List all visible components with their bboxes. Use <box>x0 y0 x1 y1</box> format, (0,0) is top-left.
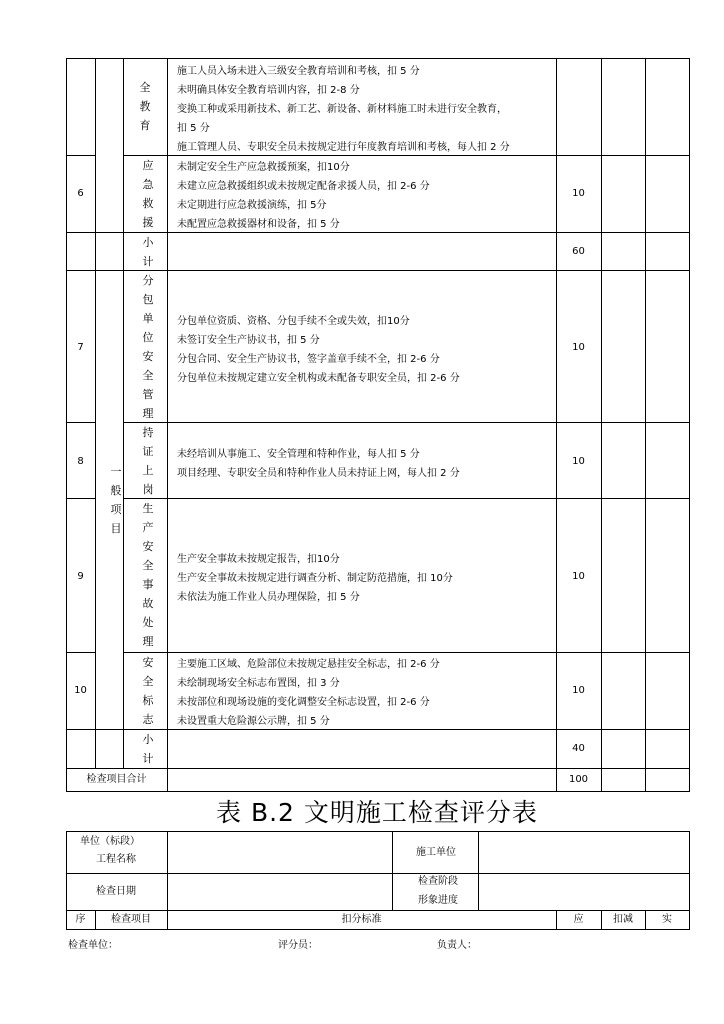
item-emergency-rescue: 应急救援 <box>142 159 154 229</box>
total-label: 检查项目合计 <box>86 774 147 785</box>
check-date-label: 检查日期 <box>96 886 136 897</box>
criteria-safety-signs: 主要施工区域、危险部位未按规定悬挂安全标志，扣 2-6 分 未绘制现场安全标志布置图，扣 3 分 未按部位和现场设施的变化调整安全标志设置，扣 2-6 分 未设置重大危险源公示牌，扣 5 分 <box>177 659 440 727</box>
footer-scorer: 评分员： <box>278 940 318 951</box>
table-title: 表 B.2 文明施工检查评分表 <box>216 798 538 827</box>
subtotal-label-1: 小计 <box>142 236 154 268</box>
score-certified-work: 10 <box>572 456 585 467</box>
criteria-emergency-rescue: 未制定安全生产应急救援预案，扣10分 未建立应急救援组织或未按规定配备求援人员，扣 2-6 分 未定期进行应急救援演练，扣 5分 未配置应急救援器材和设备，扣 5 分 <box>177 162 430 230</box>
item-certified-work: 持证上岗 <box>142 426 154 496</box>
header-check-item: 检查项目 <box>111 914 151 925</box>
subtotal-score-2: 40 <box>572 743 585 754</box>
criteria-safety-education: 施工人员入场未进入三级安全教育培训和考核，扣 5 分 未明确具体安全教育培训内容，扣 2-8 分 变换工种或采用新技术、新工艺、新设备、新材料施工时未进行安全教育， 扣 5 分 施工管理人员、专职安全员未按规定进行年度教育培训和考核，每人扣 2 分 <box>177 66 510 153</box>
header-due-score: 应 <box>573 914 584 925</box>
subtotal-score-1: 60 <box>572 246 585 257</box>
subtotal-label-2: 小计 <box>142 733 154 765</box>
criteria-accident-handling: 生产安全事故未按规定报告，扣10分 生产安全事故未按规定进行调查分析、制定防范措施，扣 10分 未依法为施工作业人员办理保险，扣 5 分 <box>177 554 453 603</box>
construction-unit-label: 施工单位 <box>416 847 456 858</box>
project-name-label: 工程名称 <box>96 854 136 865</box>
category-general-items: 一般项目 <box>110 465 122 535</box>
criteria-subcontract-management: 分包单位资质、资格、分包手续不全或失效，扣10分 未签订安全生产协议书，扣 5 分 分包合同、安全生产协议书，签字盖章手续不全，扣 2-6 分 分包单位未按规定建立安全机构或未配备专职安全员，扣 2-6 分 <box>177 316 460 384</box>
item-accident-handling: 生产安全事故处理 <box>142 502 154 648</box>
item-safety-signs: 安全标志 <box>142 656 154 726</box>
row-number-6: 6 <box>77 188 84 199</box>
unit-label: 单位（标段） <box>80 836 140 847</box>
header-seq: 序 <box>75 914 86 925</box>
header-actual: 实 <box>662 914 672 925</box>
row-number-7: 7 <box>77 342 84 353</box>
header-deduction-standard: 扣分标准 <box>341 914 382 925</box>
footer-inspect-unit: 检查单位： <box>68 940 118 951</box>
item-safety-education: 全教育 <box>139 81 151 132</box>
row-number-8: 8 <box>77 456 84 467</box>
row-number-10: 10 <box>74 685 87 696</box>
header-deducted: 扣减 <box>613 914 633 925</box>
row-number-9: 9 <box>77 571 84 582</box>
score-safety-signs: 10 <box>572 685 585 696</box>
score-accident-handling: 10 <box>572 571 585 582</box>
item-subcontract-management: 分包单位安全管理 <box>142 274 154 420</box>
score-emergency-rescue: 10 <box>572 188 585 199</box>
check-stage-label: 检查阶段 <box>418 876 458 887</box>
score-subcontract-management: 10 <box>572 342 585 353</box>
image-progress-label: 形象进度 <box>418 895 458 906</box>
total-score: 100 <box>568 774 589 785</box>
footer-responsible: 负责人： <box>437 940 477 951</box>
criteria-certified-work: 未经培训从事施工、安全管理和特种作业，每人扣 5 分 项目经理、专职安全员和特种作业人员未持证上网，每人扣 2 分 <box>177 449 460 479</box>
